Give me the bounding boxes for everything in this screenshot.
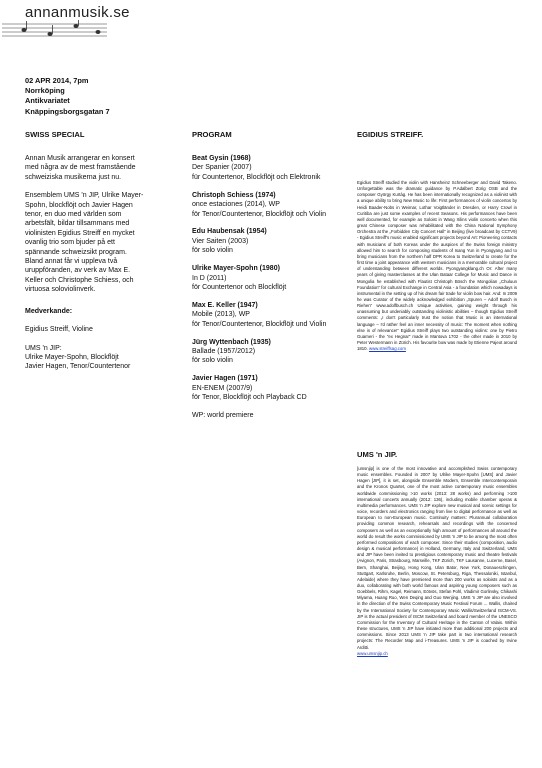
work-title: Ballade (1957/2012): [192, 348, 256, 355]
egidius-bio-text: Egidius Streiff studied the violin with Hansheinz Schneeberger and David Takeno. Unforgettable was the dramatic guidance by P.Adalbert Zürig OSB and the composer György Kurtág. He has been internationally recognized as a violinist with a unique ability to bring New Music to life: First performances of violin concertos by Heidi Baader-Nobs in Weimar, Lothar Voigtländer in Dresden, or Harry Crowl in Curitiba are just some examples of recent Seasons. His performances have been well documented, for example as Soloist in Wang Xilins violin concerto when this great Chinese composer was rehabilitated with the China National Symphony Orchestra at the „Forbidden City Concert Hall“ in Beijing (live broadcast by CCTV9) - Egidius Streiff's music enabled significant projects beyond Art: Pioneering contacts with musicians of both Koreas under the auspices of the Swiss foreign ministry allowed him to search for composing students of Isang Yun in Pyongyang and to bring musicians from the northern half DPR Korea to Switzerland to create for the first time a joint appearance with western musicians in a memorable cultural project of understanding between different worlds. Pyongyangklang.ch Or: After many years of giving masterclasses at the Ulan Bataar College for Music and Dance in Mongolia he established with Flautist Christoph Bösch the Mongolian „Chuluun Foundation“ for cultural Exchange in Central Asia - a foundation which nowadays is instrumental in the setting up of his dream fair trade for violin bow hair. And: In 2009 he was Curator of the widely acknowledged exhibition „Spuren – Adolf Busch in Riehen“ www.adolfbusch.ch Unique activities, gaining weight through his unassuming but undeniably outstanding violinistic abilities – though Egidius Streiff comments: „I don't particularly trust the notion that Music is an international language – I'd rather feel an inner necessity of music: The moment when nothing else is of relevance!“ Egidius Streiff plays two outstanding violins: one by Pietro Guarneri - the "ex Hegnar" made in Mantova 1702 - the other made in 2010 by Peter Westermann in Zürich. His favourite bow was made by Etienne Pajeot around 1810.: [357, 180, 517, 352]
work-instrumentation: für Countertenor, Blockflöjt och Elektronik: [192, 173, 321, 181]
program-entry: [192, 191, 352, 219]
program-heading: PROGRAM: [192, 130, 232, 139]
work-instrumentation: för Countertenor och Blockflöjt: [192, 283, 287, 291]
egidius-bio: [357, 180, 517, 352]
site-logo: [25, 4, 135, 21]
ums-bio: [357, 466, 517, 657]
egidius-heading: EGIDIUS STREIFF.: [357, 130, 424, 139]
ensemble-paragraph: Ensemblem UMS 'n JIP, Ulrike Mayer-Spohn, blockflöjt och Javier Hagen tenor, en duo med världen som arbetsfält, bildar tillsammans med violinisten Egidius Streiff en mycket ovanlig trio som bjuder på ett spännande schweizsikt program. Bland annat får vi uppleva två uruppföranden, av verk av Max E. Keller och Christophe Schiess, och virtuosa soloviolinverk.: [25, 192, 144, 294]
program-column: [192, 154, 352, 420]
intro-paragraph: Annan Musik arrangerar en konsert med några av de mest framstående schweiziska musikerna just nu.: [25, 155, 136, 181]
ums-bio-text: [umsnjip] is one of the most innovative and accomplished Swiss contemporary music ensembles. Founded in 2007 by Ulrike Mayer-Spohn [UMS] and Javier Hagen [JIP], it is set, alongside Ensemble Modern, Ensemble Intercontemporain and the Kronos Quartet, one of the most active contemporary music ensembles worldwide commissioning >10 works (2013: 28 works) and performing >100 international concerts annually (2012: 136), including mobile chamber operas & multimedia performances. UMS 'n JIP explore new musical and scenic settings for voice, recorders and electronics ranging from live to digital performance as well as European to non-European music. Continuity matters: Plurannual collaboration providing common research, rehearsals and recordings with the concerned composers as well as an exceptionally high amount of performances all around the world do result the works commissioned by UMS 'n JIP to be among the most often performed compositions of each composer. Since their studies (composition, audio design & musical performance) in Holland, Germany, Italy and Switzerland, UMS and JIP have been invited to prestigious contemporary music and theatre festivals (Avignon, Paris, Strasbourg, Marseille, TKF Zürich, TKF Lausanne, Lucerne, Basel, Bern, Shanghai, Beijing, Hong Kong, Ulan Bator, New York, Donaueschingen, Stuttgart, Karlsruhe, Berlin, Moscow, St. Petersburg, Riga, Thessaloniki, Istanbul, Adelaide) where they have premiered more than 200 works as soloists and as a duo, collaborating with both world famous and aspiring young composers such as Goebbels, Rihm, Kagel, Reimann, Eötvös, Stefan Pohl, Vladimir Gorlinsky, Chikashi Miyama, Huang Ruo, Wen Deqing and Guo Wenjing. UMS 'n JIP are also involved in the direction of the Swiss Contemporary Music Festival Forum ... Wallis, chaired by the International Society for Contemporary Music Wallis/Switzerland ISCM-VS. JIP is the actual president of ISCM Switzerland and board member of the UNESCO Commission for the Inventory of Cultural Heritage in the Canton of Valais. Within these structures, UMS 'n JIP have initiated more than additional 200 projects and commissions. Since 2013 UMS 'n JIP take part in two international research projects: The Recorder Map and i-Treasures. UMS 'n JIP is coached by Irvine Arditti.: [357, 466, 517, 650]
program-entry: [192, 227, 352, 255]
work-title: EN-ENEM (2007/9): [192, 384, 253, 392]
work-instrumentation: för Tenor/Countertenor, Blockflöjt och Violin: [192, 210, 326, 218]
work-instrumentation: för Tenor/Countertenor, Blockflöjt und Violin: [192, 320, 327, 328]
swiss-special-heading: SWISS SPECIAL: [25, 130, 85, 139]
work-instrumentation: för solo violin: [192, 357, 233, 365]
work-title: In D (2011): [192, 274, 227, 282]
performer-violin: Egidius Streiff, Violine: [25, 326, 93, 334]
ums-website-link[interactable]: www.umsnjip.ch: [357, 650, 388, 656]
member-recorder: Ulrike Mayer-Spohn, Blockflöjt: [25, 353, 119, 361]
composer-name: Christoph Schiess (1974): [192, 191, 276, 199]
work-title: Der Spanier (2007): [192, 164, 252, 172]
egidius-website-link[interactable]: www.streiffsag.com: [368, 346, 406, 352]
performers-heading: Medverkande:: [25, 307, 73, 315]
composer-name: Max E. Keller (1947): [192, 301, 258, 309]
work-title: once estaciones (2014), WP: [192, 201, 280, 209]
composer-name: Javier Hagen (1971): [192, 375, 258, 383]
composer-name: Edu Haubensak (1954): [192, 228, 267, 236]
composer-name: Ulrike Mayer-Spohn (1980): [192, 265, 280, 273]
program-list: [192, 154, 352, 403]
member-tenor: Javier Hagen, Tenor/Countertenor: [25, 363, 131, 371]
work-title: Mobile (2013), WP: [192, 311, 250, 319]
program-entry: [192, 374, 352, 402]
program-entry: [192, 154, 352, 182]
ensemble-name: UMS 'n JIP:: [25, 344, 62, 352]
event-date-time: 02 APR 2014, 7pm: [25, 76, 89, 85]
work-title: Vier Saiten (2003): [192, 237, 249, 245]
music-staff-logo-graphic: [2, 20, 107, 40]
work-instrumentation: för solo violin: [192, 247, 233, 255]
work-instrumentation: för Tenor, Blockflöjt och Playback CD: [192, 394, 307, 402]
composer-name: Beat Gysin (1968): [192, 155, 251, 162]
event-city: Norrköping: [25, 86, 65, 96]
event-venue: Antikvariatet: [25, 96, 70, 106]
ums-heading: UMS 'n JIP.: [357, 450, 398, 459]
event-info: [25, 76, 110, 117]
program-footnote: WP: world premiere: [192, 412, 254, 420]
logo-text: annanmusik.se: [25, 4, 130, 21]
event-address: Knäppingsborgsgatan 7: [25, 106, 110, 116]
program-entry: [192, 301, 352, 329]
program-entry: [192, 264, 352, 292]
program-entry: [192, 338, 352, 366]
composer-name: Jürg Wyttenbach (1935): [192, 338, 271, 346]
intro-column: [25, 154, 145, 372]
